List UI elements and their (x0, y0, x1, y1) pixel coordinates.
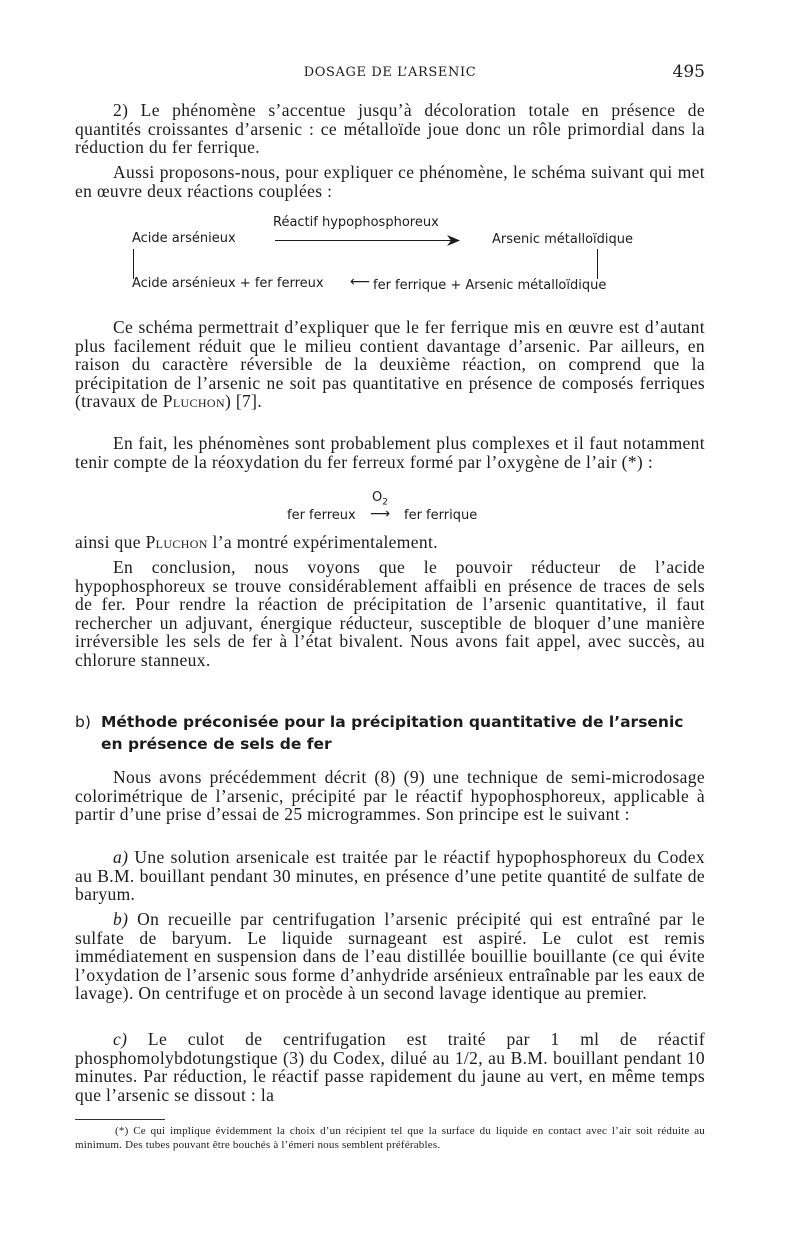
item-label: c) (113, 1029, 128, 1049)
paragraph-technique: Nous avons précédemment décrit (8) (9) une technique de semi-microdosage colorimétrique de l’arsenic, précipité par le réactif hypophosphoreux, applicable à partir d’une prise d’essai de 25 microgrammes. Son principe est le suivant : (75, 767, 705, 824)
author-name: Pluchon (145, 532, 208, 552)
paragraph-conclusion: En conclusion, nous voyons que le pouvoir réducteur de l’acide hypophosphoreux se trouve considérablement affaibli en présence de traces de sels de fer. Pour rendre la réaction de précipitation de l’arsenic quantitative, il faut rechercher un adjuvant, énergique réducteur, susceptible de bloquer d’une manière irréversible les sels de fer à l’état bivalent. Nous avons fait appel, avec succès, au chlorure stanneux. (75, 557, 705, 670)
arrow-right-icon: ⟶ (370, 506, 391, 522)
paragraph-scheme-intro: Aussi proposons-nous, pour expliquer ce phénomène, le schéma suivant qui met en œuvre deux réactions couplées : (75, 162, 705, 201)
oxidation-left: fer ferreux (287, 508, 356, 523)
item-text: Une solution arsenicale est traitée par le réactif hypophosphoreux du Codex au B.M. bouillant pendant 30 minutes, en présence d’une petite quantité de sulfate de baryum. (75, 847, 705, 904)
item-label: b) (113, 909, 129, 929)
paragraph-observation-2: 2) Le phénomène s’accentue jusqu’à décoloration totale en présence de quantités croissantes d’arsenic : ce métalloïde joue donc un rôle primordial dans la réduction du fer ferrique. (75, 100, 705, 157)
paragraph-reoxidation: En fait, les phénomènes sont probablement plus complexes et il faut notamment tenir compte de la réoxydation du fer ferreux formé par l’oxygène de l’air (*) : (75, 433, 705, 472)
scheme-arrow-line (275, 240, 453, 241)
page-header (75, 62, 705, 84)
oxygen-subscript: 2 (382, 497, 388, 508)
item-text: Le culot de centrifugation est traité par 1 ml de réactif phosphomolybdotungstique (3) du Codex, dilué au 1/2, au B.M. bouillant pendant 10 minutes. Par réduction, le réactif passe rapidement du jaune au vert, en même temps que l’arsenic se dissout : la (75, 1029, 705, 1105)
paragraph-scheme-explanation (75, 318, 705, 411)
paragraph-text: Ce schéma permettrait d’expliquer que le fer ferrique mis en œuvre est d’autant plus facilement réduit que le milieu contient davantage d’arsenic. Par ailleurs, en raison du caractère réversible de la deuxième réaction, on comprend que la précipitation de l’arsenic ne soit pas quantitative en présence de composés ferriques (travaux de (75, 317, 705, 411)
item-text: On recueille par centrifugation l’arsenic précipité qui est entraîné par le sulfate de baryum. Le liquide surnageant est aspiré. Le culot est remis immédiatement en suspension dans de l’eau distillée bouillie bouillante (ce qui évite l’oxydation de l’arsenic sous forme d’anhydride arsénieux entraînable par les eaux de lavage). On centrifuge et on procède à un second lavage identique au premier. (75, 909, 705, 1003)
list-item (75, 1030, 705, 1104)
scheme-bottom-left: Acide arsénieux + fer ferreux (132, 276, 324, 291)
page-number: 495 (672, 62, 705, 82)
scheme-right-connector (597, 249, 598, 279)
running-title: DOSAGE DE L’ARSENIC (303, 65, 477, 80)
oxygen-label (372, 490, 388, 508)
scheme-left-connector (133, 249, 134, 279)
paragraph-text-end: l’a montré expérimentalement. (207, 532, 438, 552)
scheme-left-top: Acide arsénieux (132, 231, 236, 246)
author-name: Pluchon (162, 391, 225, 411)
footnote: (*) Ce qui implique évidemment la choix d’un récipient tel que la surface du liquide en contact avec l’air soit réduite au minimum. Des tubes pouvant être bouchés à l’émeri nous semblent préférables. (75, 1125, 705, 1151)
paragraph-pluchon (75, 533, 705, 552)
arrow-right-icon (447, 235, 461, 246)
footnote-divider (75, 1119, 165, 1120)
section-title: Méthode préconisée pour la précipitation quantitative de l’arsenic en présence de sels de fer (101, 713, 684, 753)
item-label: a) (113, 847, 129, 867)
arrow-left-icon: ⟵ (350, 274, 371, 290)
oxygen-symbol: O (372, 490, 383, 505)
section-letter: b) (75, 713, 91, 731)
paragraph-text: ainsi que (75, 532, 146, 552)
reaction-scheme (75, 212, 705, 302)
scheme-right-top: Arsenic métalloïdique (492, 232, 634, 247)
section-heading (75, 711, 705, 755)
oxidation-right: fer ferrique (404, 508, 478, 523)
list-item (75, 910, 705, 1003)
scheme-bottom-right: fer ferrique + Arsenic métalloïdique (373, 278, 607, 293)
list-item (75, 848, 705, 904)
scheme-reagent-label: Réactif hypophosphoreux (273, 215, 439, 230)
paragraph-text-end: ) [7]. (224, 391, 263, 411)
